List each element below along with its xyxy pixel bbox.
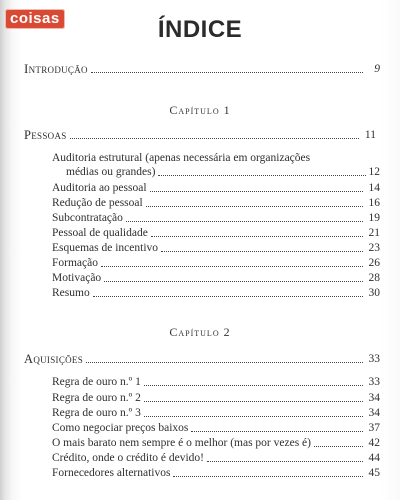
toc-entry-label: Crédito, onde o crédito é devido!: [52, 452, 205, 464]
toc-entry: [52, 375, 380, 389]
toc-entry-label: Subcontratação: [52, 212, 123, 224]
toc-entry-label: Regra de ouro n.º 2: [52, 392, 141, 404]
toc-section-label: Aquisições: [24, 352, 84, 366]
leader-dots: [86, 362, 363, 363]
toc-entry: [52, 226, 380, 240]
leader-dots: [161, 251, 363, 252]
chapter-heading: Capítulo 2: [169, 325, 231, 339]
toc-entry: [52, 421, 380, 435]
toc-entry: [52, 256, 380, 270]
leader-dots: [70, 138, 359, 139]
toc-entry: [52, 211, 380, 225]
toc-entry-page: 21: [368, 227, 380, 239]
toc-section-aquisicoes: [24, 352, 380, 366]
toc-entry-page: 16: [368, 197, 380, 209]
toc-section-page: 11: [364, 129, 376, 141]
page-title: ÍNDICE: [157, 16, 243, 43]
leader-dots: [93, 296, 363, 297]
toc-entry: [52, 436, 380, 450]
toc-entry-page: 12: [368, 166, 380, 178]
toc-entry-introducao: [24, 62, 380, 76]
toc-entry: [52, 466, 380, 480]
toc-entry-label: Regra de ouro n.º 3: [52, 407, 141, 419]
toc-entry-label: Como negociar preços baixos: [52, 422, 189, 434]
leader-dots: [101, 266, 363, 267]
toc-entry: [52, 286, 380, 300]
leader-dots: [314, 446, 363, 447]
leader-dots: [144, 416, 363, 417]
leader-dots: [191, 431, 363, 432]
toc-entry-label: O mais barato nem sempre é o melhor (mas por vezes é): [52, 437, 311, 449]
toc-entry: [52, 391, 380, 405]
leader-dots: [173, 476, 363, 477]
toc-entry-label-line2: médias ou grandes): [66, 166, 156, 178]
leader-dots: [126, 221, 363, 222]
watermark-logo: coisas: [5, 9, 65, 29]
leader-dots: [158, 175, 365, 176]
toc-entry-page: 34: [368, 407, 380, 419]
toc-entry: [52, 196, 380, 210]
chapter-heading: Capítulo 1: [169, 103, 231, 117]
leader-dots: [150, 191, 363, 192]
toc-entry-page: 34: [368, 392, 380, 404]
toc-entry-label-line1: Auditoria estrutural (apenas necessária em organizações: [52, 152, 311, 164]
toc-entry-page: 19: [368, 212, 380, 224]
toc-entry: [52, 241, 380, 255]
toc-section-pessoas: [24, 128, 376, 142]
toc-entry-page: 45: [368, 467, 380, 479]
toc-entry-label: Redução de pessoal: [52, 197, 143, 209]
toc-entry-line2: [52, 165, 380, 179]
toc-entry-label: Fornecedores alternativos: [52, 467, 171, 479]
toc-entry-page: 37: [368, 422, 380, 434]
leader-dots: [207, 461, 363, 462]
leader-dots: [144, 401, 363, 402]
leader-dots: [146, 206, 363, 207]
toc-entry-page: 26: [368, 257, 380, 269]
toc-entry-label: Resumo: [52, 287, 90, 299]
toc-entry-label: Regra de ouro n.º 1: [52, 376, 141, 388]
toc-entry-label: Introdução: [24, 61, 88, 76]
leader-dots: [104, 281, 363, 282]
leader-dots: [91, 72, 363, 73]
toc-entry: [52, 451, 380, 465]
toc-entry: [52, 406, 380, 420]
toc-entry-label: Formação: [52, 257, 98, 269]
toc-entry-page: 30: [368, 287, 380, 299]
toc-entry-page: 23: [368, 242, 380, 254]
leader-dots: [151, 236, 363, 237]
toc-entry-label: Auditoria ao pessoal: [52, 182, 147, 194]
toc-entry-page: 33: [368, 376, 380, 388]
toc-entry-auditoria-estrutural: [52, 151, 380, 179]
leader-dots: [144, 385, 363, 386]
toc-entry-label: Pessoal de qualidade: [52, 227, 148, 239]
toc-entry: [52, 271, 380, 285]
toc-section-label: Pessoas: [24, 128, 67, 142]
toc-entry-page: 44: [368, 452, 380, 464]
toc-entry: [52, 181, 380, 195]
toc-entry-page: 14: [368, 182, 380, 194]
toc-section-page: 33: [368, 353, 380, 365]
toc-entry-page: 28: [368, 272, 380, 284]
toc-entry-page: 9: [374, 63, 380, 75]
toc-entry-label: Esquemas de incentivo: [52, 242, 159, 254]
toc-entry-page: 42: [368, 437, 380, 449]
toc-entry-label: Motivação: [52, 272, 102, 284]
